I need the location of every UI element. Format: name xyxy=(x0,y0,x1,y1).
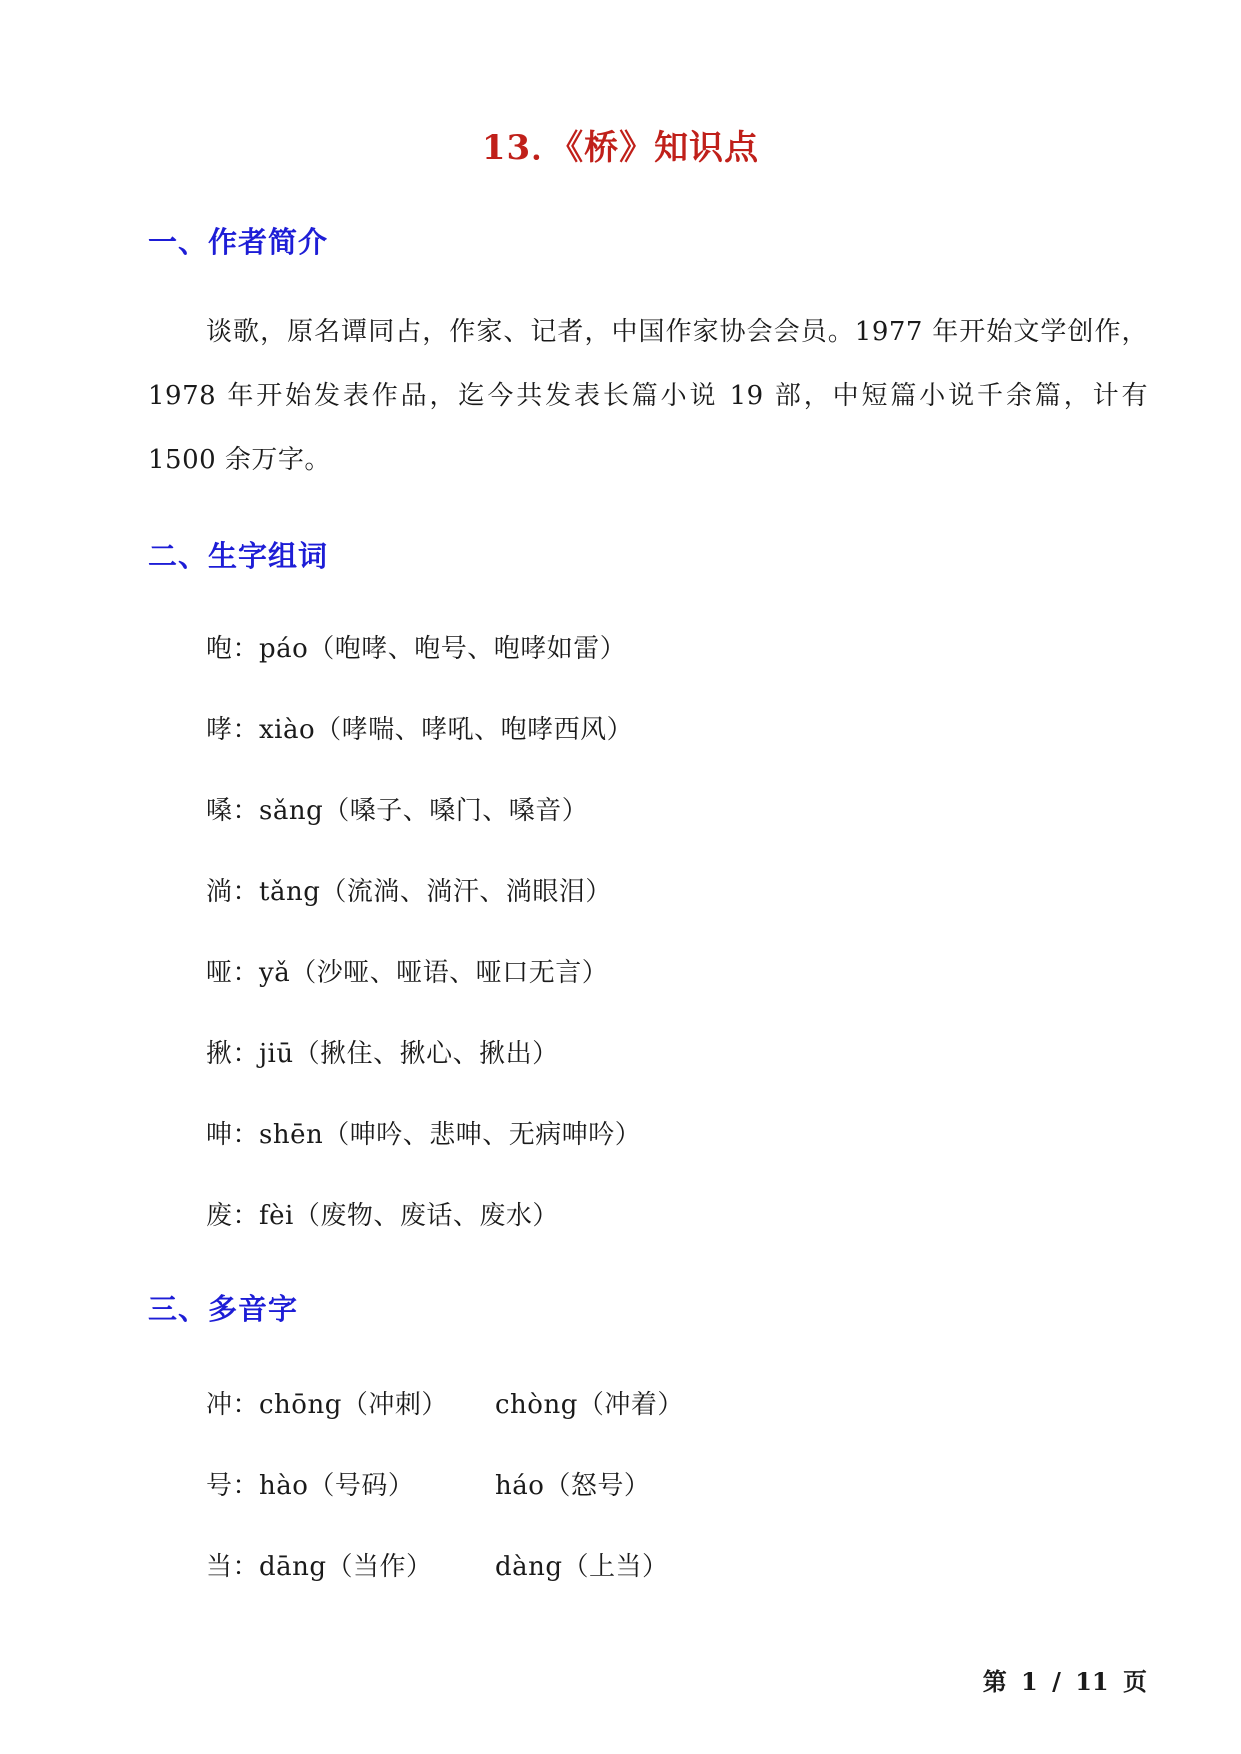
vocab-entry: 咆：páo（咆哮、咆号、咆哮如雷） xyxy=(206,634,627,664)
polyphone-reading: háo（怒号） xyxy=(495,1471,651,1501)
polyphone-reading: chòng（冲着） xyxy=(495,1390,684,1420)
vocab-entry: 淌：tǎng（流淌、淌汗、淌眼泪） xyxy=(206,877,612,907)
polyphone-reading: 号：hào（号码） xyxy=(206,1471,415,1501)
page-number: 第 1 / 11 页 xyxy=(982,1667,1147,1696)
vocab-entry: 呻：shēn（呻吟、悲呻、无病呻吟） xyxy=(206,1120,642,1150)
polyphone-reading: 当：dāng（当作） xyxy=(206,1552,433,1582)
section-heading-vocabulary: 二、生字组词 xyxy=(148,539,329,573)
polyphone-reading: 冲：chōng（冲刺） xyxy=(206,1390,448,1420)
vocab-entry: 哮：xiào（哮喘、哮吼、咆哮西风） xyxy=(206,715,634,745)
page-title: 13．《桥》知识点 xyxy=(481,128,760,168)
vocab-entry: 嗓：sǎng（嗓子、嗓门、嗓音） xyxy=(206,796,589,826)
author-paragraph: 谈歌，原名谭同占，作家、记者，中国作家协会会员。1977 年开始文学创作，1978 年开始发表作品，迄今共发表长篇小说 19 部，中短篇小说千余篇，计有 1500 余万字。 xyxy=(148,317,1148,475)
polyphone-reading: dàng（上当） xyxy=(495,1552,669,1582)
vocab-entry: 废：fèi（废物、废话、废水） xyxy=(206,1201,559,1231)
vocab-entry: 揪：jiū（揪住、揪心、揪出） xyxy=(206,1039,559,1069)
vocab-entry: 哑：yǎ（沙哑、哑语、哑口无言） xyxy=(206,958,609,988)
section-heading-author: 一、作者简介 xyxy=(148,225,329,259)
section-heading-polyphones: 三、多音字 xyxy=(148,1292,299,1326)
